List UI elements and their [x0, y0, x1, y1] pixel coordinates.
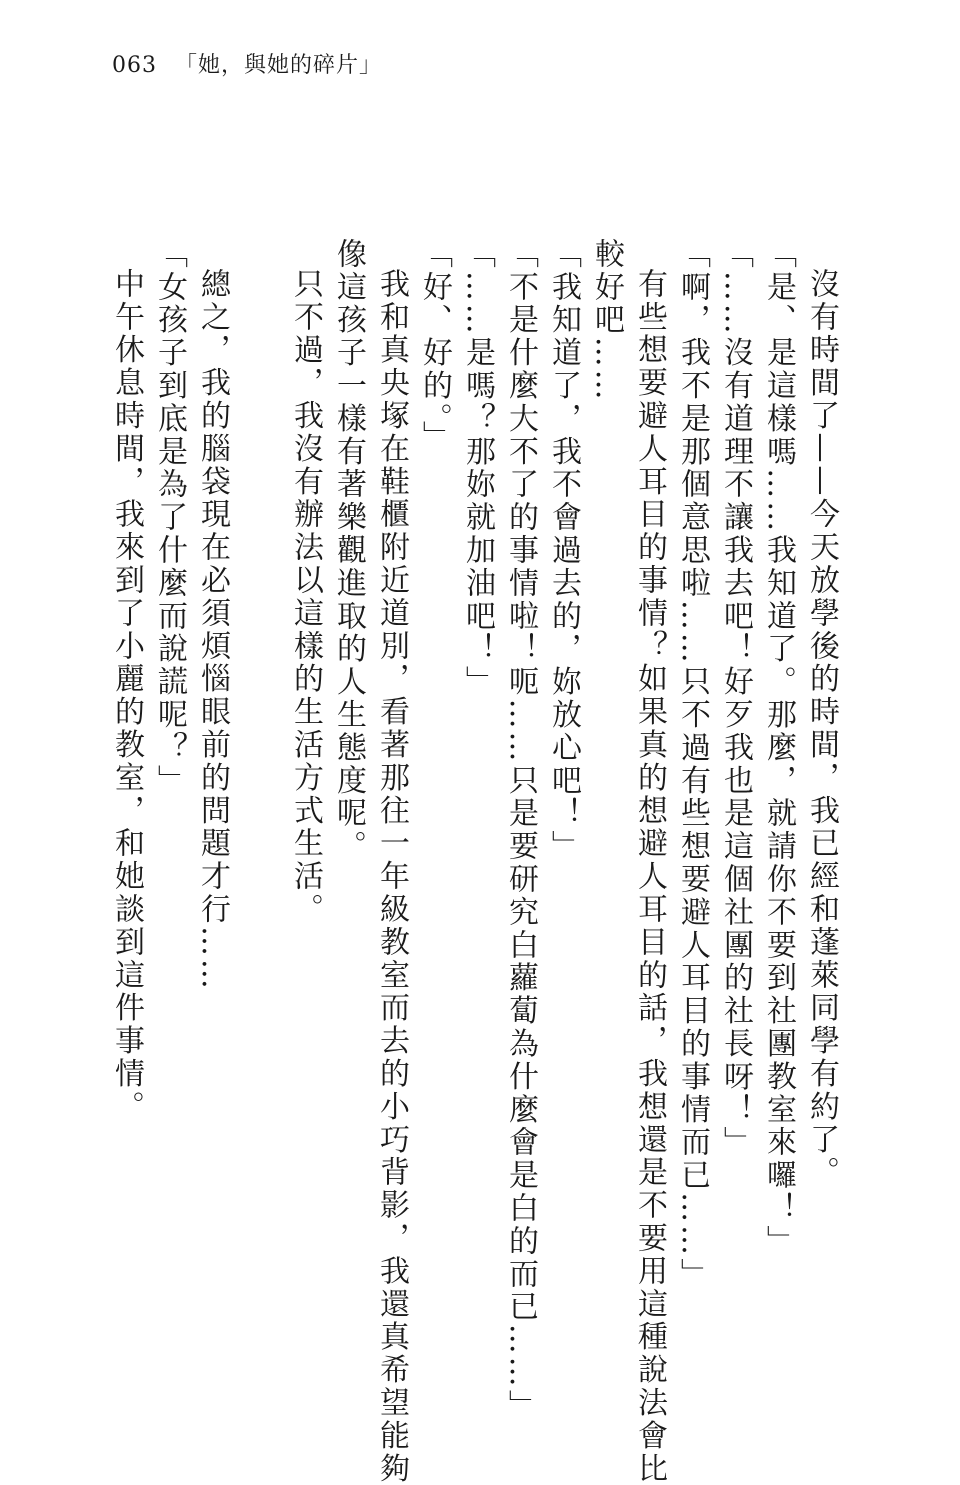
- running-head: [112, 48, 382, 79]
- text-line-2: 「是、是這樣嗎……我知道了。那麼，就請你不要到社團教室來囉！」: [761, 238, 796, 1258]
- text-line-12: 像這孩子一樣有著樂觀進取的人生態度呢。: [331, 238, 366, 864]
- text-line-16: 中午休息時間，我來到了小麗的教室，和她談到這件事情。: [109, 268, 144, 1124]
- text-line-9: 「……是嗎？那妳就加油吧！」: [460, 238, 495, 699]
- text-line-13: 只不過，我沒有辦法以這樣的生活方式生活。: [288, 268, 323, 926]
- text-line-15: 「女孩子到底是為了什麼而說謊呢？」: [152, 238, 187, 798]
- text-line-4: 「啊，我不是那個意思啦……只不過有些想要避人耳目的事情而已……」: [675, 238, 710, 1291]
- page-number: 063: [112, 53, 157, 78]
- text-line-11: 我和真央塚在鞋櫃附近道別，看著那往一年級教室而去的小巧背影，我還真希望能夠: [374, 268, 409, 1485]
- text-line-1: 沒有時間了——今天放學後的時間，我已經和蓬萊同學有約了。: [804, 268, 839, 1190]
- chapter-title: 「她，與她的碎片」: [175, 53, 383, 78]
- text-line-6: 較好吧……: [589, 238, 624, 403]
- text-line-10: 「好、好的。」: [417, 238, 452, 454]
- text-line-3: 「……沒有道理不讓我去吧！好歹我也是這個社團的社長呀！」: [718, 238, 753, 1160]
- text-line-7: 「我知道了，我不會過去的，妳放心吧！」: [546, 238, 581, 864]
- text-line-14: 總之，我的腦袋現在必須煩惱眼前的問題才行……: [195, 268, 230, 992]
- page-body: [98, 238, 839, 1485]
- text-line-8: 「不是什麼大不了的事情啦！呃……只是要研究白蘿蔔為什麼會是白的而已……」: [503, 238, 538, 1423]
- text-line-5: 有些想要避人耳目的事情？如果真的想避人耳目的話，我想還是不要用這種說法會比: [632, 268, 667, 1485]
